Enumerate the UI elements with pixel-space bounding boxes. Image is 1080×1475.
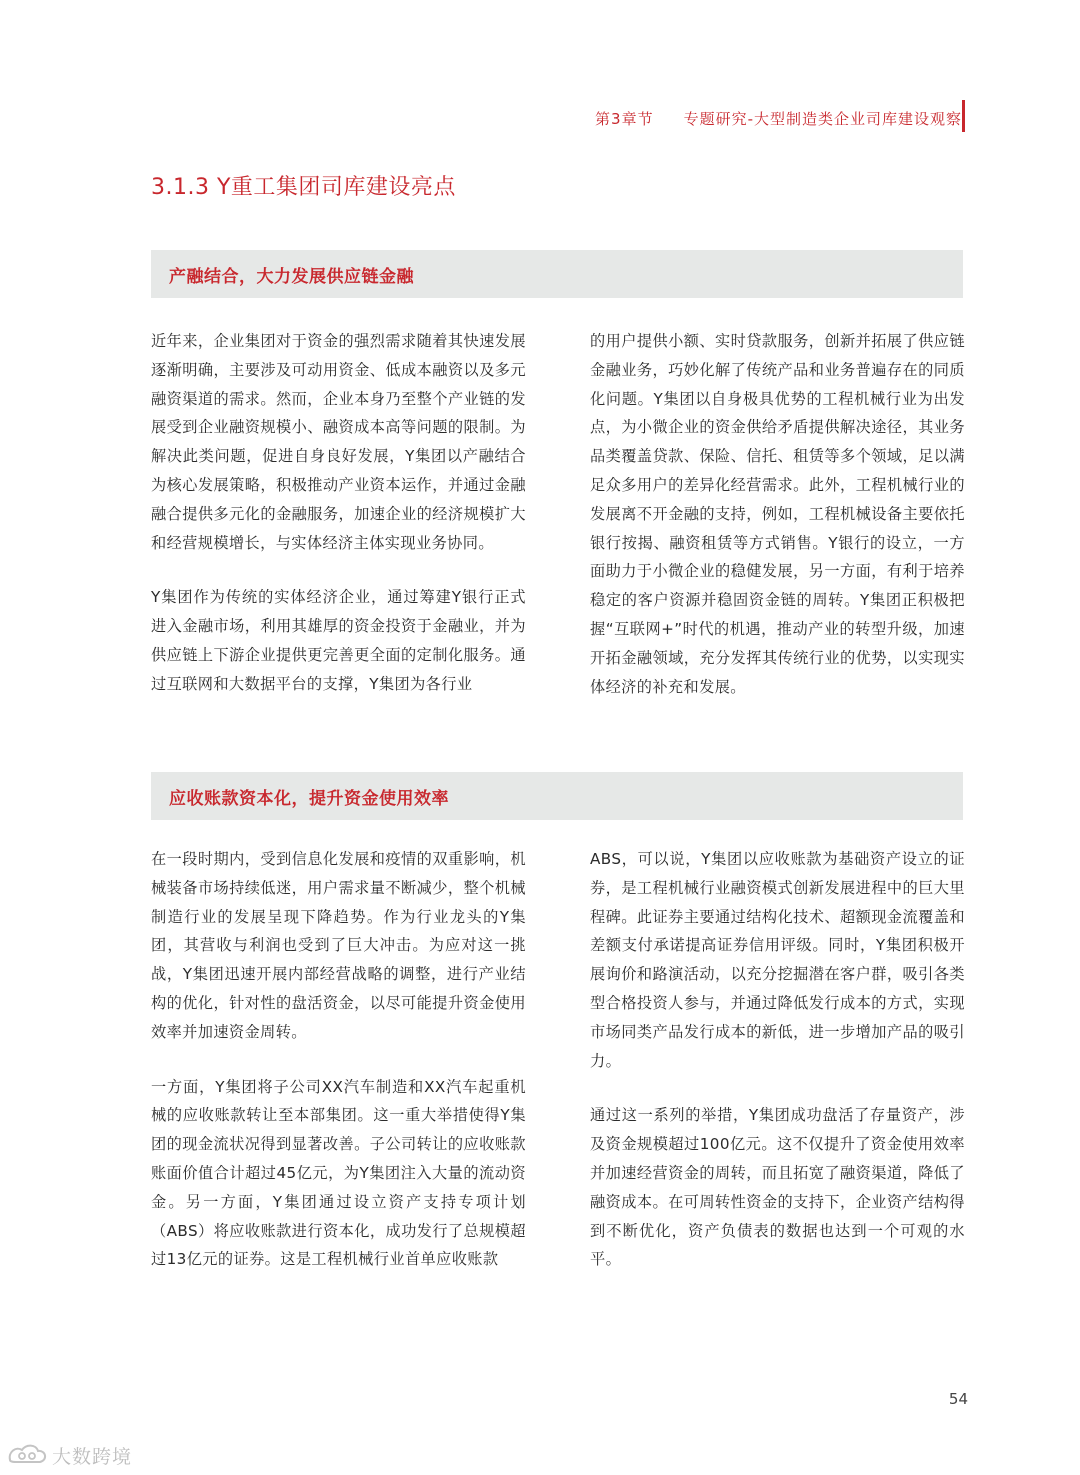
paragraph: 一方面，Y集团将子公司XX汽车制造和XX汽车起重机械的应收账款转让至本部集团。这一重大举措使得Y集团的现金流状况得到显著改善。子公司转让的应收账款账面价值合计超过45亿元，为Y集团注入大量的流动资金。另一方面，Y集团通过设立资产支持专项计划（ABS）将应收账款进行资本化，成功发行了总规模超过13亿元的证券。这是工程机械行业首单应收账款 [151,1077,526,1269]
section-banner-receivables-capitalization: 应收账款资本化，提升资金使用效率 [151,772,963,820]
chapter-label: 第3章节 [595,109,654,128]
page-number: 54 [948,1390,968,1408]
watermark [6,1440,132,1470]
paragraph: 的用户提供小额、实时贷款服务，创新并拓展了供应链金融业务，巧妙化解了传统产品和业务普遍存在的同质化问题。Y集团以自身极具优势的工程机械行业为出发点，为小微企业的资金供给矛盾提供解决途径，其业务品类覆盖贷款、保险、信托、租赁等多个领域，足以满足众多用户的差异化经营需求。此外，工程机械行业的发展离不开金融的支持，例如，工程机械设备主要依托银行按揭、融资租赁等方式销售。Y银行的设立，一方面助力于小微企业的稳健发展，另一方面，有利于培养稳定的客户资源并稳固资金链的周转。Y集团正积极把握“互联网+”时代的机遇，推动产业的转型升级，加速开拓金融领域，充分发挥其传统行业的优势，以实现实体经济的补充和发展。 [590,332,965,696]
paragraph: 通过这一系列的举措，Y集团成功盘活了存量资产，涉及资金规模超过100亿元。这不仅提升了资金使用效率并加速经营资金的周转，而且拓宽了融资渠道，降低了融资成本。在可周转性资金的支持下，企业资产结构得到不断优化，资产负债表的数据也达到一个可观的水平。 [590,1106,965,1269]
section-2-left-column [151,845,526,1274]
watermark-text: 大数跨境 [52,1445,133,1468]
section-banner-supply-chain-finance: 产融结合，大力发展供应链金融 [151,250,963,298]
paragraph: Y集团作为传统的实体经济企业，通过筹建Y银行正式进入金融市场，利用其雄厚的资金投资于金融业，并为供应链上下游企业提供更完善更全面的定制化服务。通过互联网和大数据平台的支撑，Y集团为各行业 [151,588,526,693]
running-header [595,104,962,132]
watermark-logo-icon [6,1442,48,1468]
header-divider [962,100,965,132]
section-2-right-column [590,845,965,1274]
section-title: 3.1.3 Y重工集团司库建设亮点 [151,175,456,200]
section-1-right-column [590,327,965,701]
paragraph: ABS，可以说，Y集团以应收账款为基础资产设立的证券，是工程机械行业融资模式创新发展进程中的巨大里程碑。此证券主要通过结构化技术、超额现金流覆盖和差额支付承诺提高证券信用评级。同时，Y集团积极开展询价和路演活动，以充分挖掘潜在客户群，吸引各类型合格投资人参与，并通过降低发行成本的方式，实现市场同类产品发行成本的新低，进一步增加产品的吸引力。 [590,850,965,1070]
chapter-topic: 专题研究-大型制造类企业司库建设观察 [683,109,962,128]
paragraph: 在一段时期内，受到信息化发展和疫情的双重影响，机械装备市场持续低迷，用户需求量不断减少，整个机械制造行业的发展呈现下降趋势。作为行业龙头的Y集团，其营收与利润也受到了巨大冲击。为应对这一挑战，Y集团迅速开展内部经营战略的调整，进行产业结构的优化，针对性的盘活资金，以尽可能提升资金使用效率并加速资金周转。 [151,850,526,1041]
section-1-left-column [151,327,526,699]
paragraph: 近年来，企业集团对于资金的强烈需求随着其快速发展逐渐明确，主要涉及可动用资金、低成本融资以及多元融资渠道的需求。然而，企业本身乃至整个产业链的发展受到企业融资规模小、融资成本高等问题的限制。为解决此类问题，促进自身良好发展，Y集团以产融结合为核心发展策略，积极推动产业资本运作，并通过金融融合提供多元化的金融服务，加速企业的经济规模扩大和经营规模增长，与实体经济主体实现业务协同。 [151,332,526,552]
